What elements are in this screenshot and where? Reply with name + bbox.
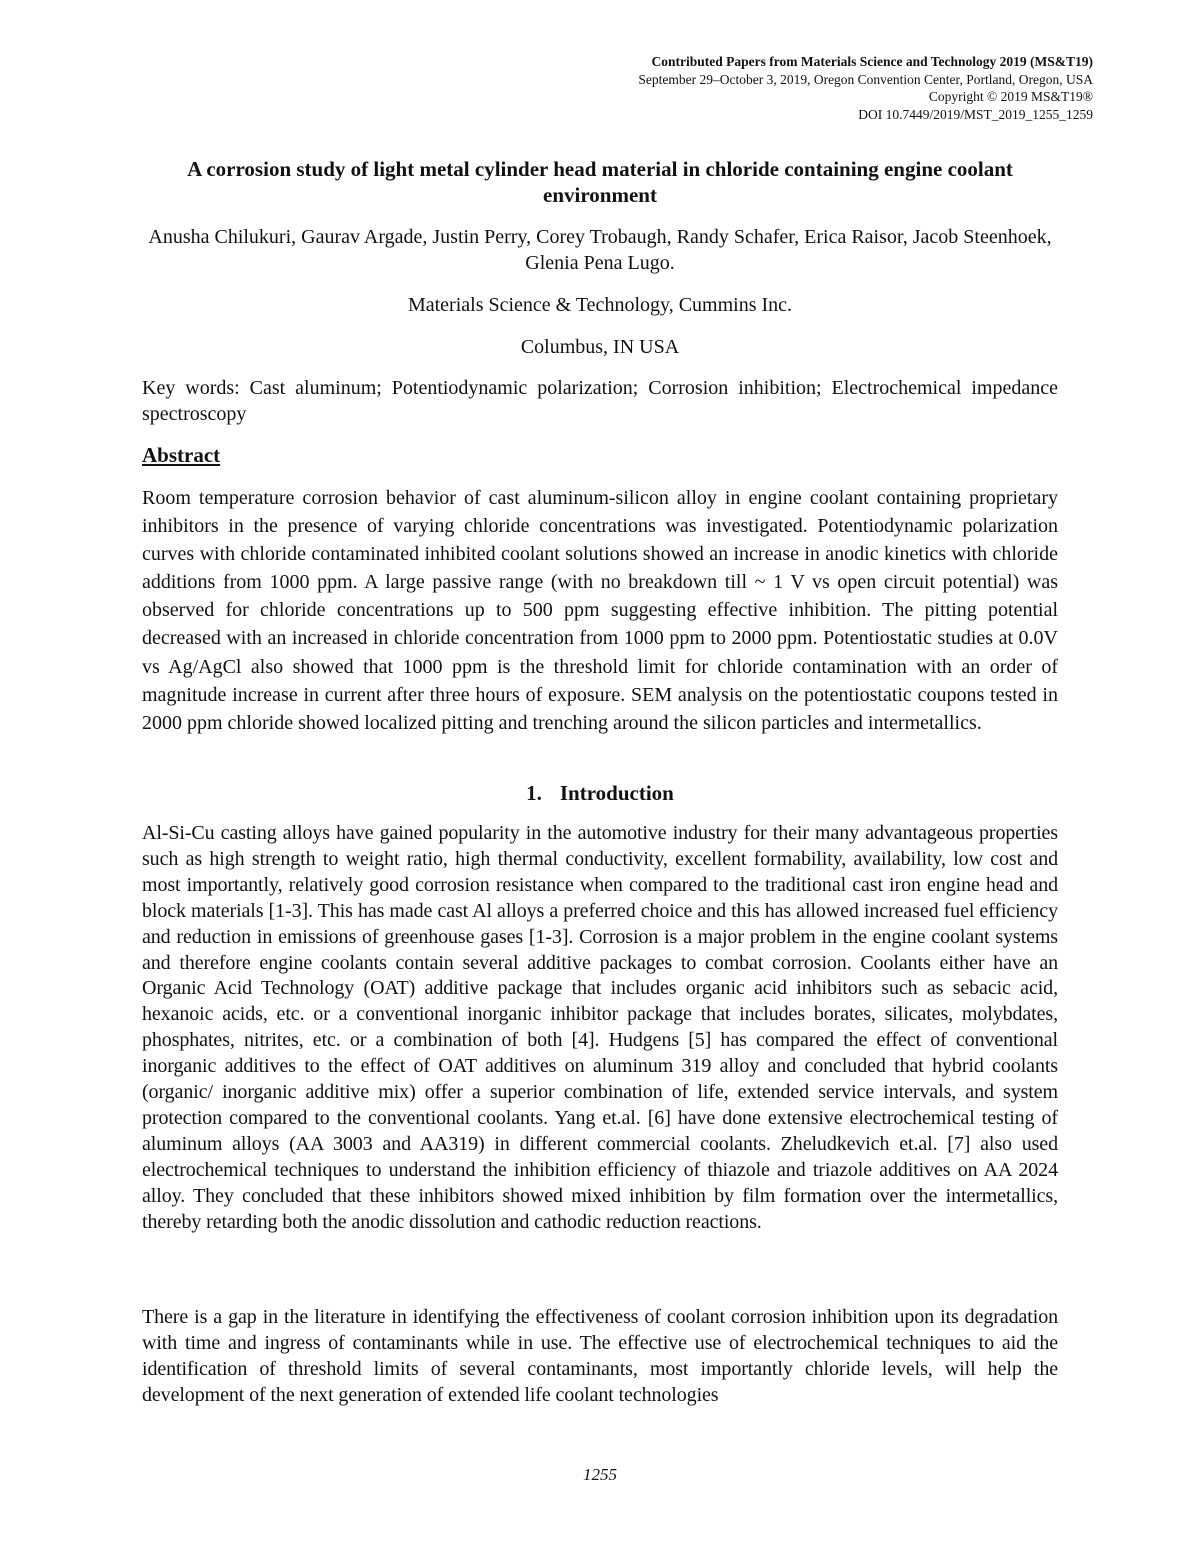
introduction-paragraph-1: Al-Si-Cu casting alloys have gained popularity in the automotive industry for their many advantageous properties such as high strength to weight ratio, high thermal conductivity, excellent formability, availability, low cost and most importantly, relatively good corrosion resistance when compared to the traditional cast iron engine head and block materials [1-3]. This has made cast Al alloys a preferred choice and this has allowed increased fuel efficiency and reduction in emissions of greenhouse gases [1-3]. Corrosion is a major problem in the engine coolant systems and therefore engine coolants contain several additive packages to combat corrosion. Coolants either have an Organic Acid Technology (OAT) additive package that includes organic acid inhibitors such as sebacic acid, hexanoic acids, etc. or a conventional inorganic inhibitor package that includes borates, silicates, molybdates, phosphates, nitrites, etc. or a combination of both [4]. Hudgens [5] has compared the effect of conventional inorganic additives to the effect of OAT additives on aluminum 319 alloy and concluded that hybrid coolants (organic/ inorganic additive mix) offer a superior combination of life, extended service intervals, and system protection compared to the conventional coolants. Yang et.al. [6] have done extensive electrochemical testing of aluminum alloys (AA 3003 and AA319) in different commercial coolants. Zheludkevich et.al. [7] also used electrochemical techniques to understand the inhibition efficiency of thiazole and triazole additives on AA 2024 alloy. They concluded that these inhibitors showed mixed inhibition by film formation over the intermetallics, thereby retarding both the anodic dissolution and cathodic reduction reactions. — [142, 822, 1058, 1233]
paper-title: A corrosion study of light metal cylinder head material in chloride containing engine coolant environment — [187, 157, 1013, 207]
abstract-heading: Abstract — [142, 443, 221, 467]
page-number: 1255 — [583, 1465, 617, 1484]
doi-line: DOI 10.7449/2019/MST_2019_1255_1259 — [858, 106, 1093, 122]
author-list: Anusha Chilukuri, Gaurav Argade, Justin Perry, Corey Trobaugh, Randy Schafer, Erica Raisor, Jacob Steenhoek, Glenia Pena Lugo. — [148, 226, 1052, 274]
copyright-line: Copyright © 2019 MS&T19® — [928, 89, 1093, 104]
introduction-paragraph-2: There is a gap in the literature in identifying the effectiveness of coolant corrosion inhibition upon its degradation with time and ingress of contaminants while in use. The effective use of electrochemical techniques to aid the identification of threshold limits of several contaminants, most importantly chloride levels, will help the development of the next generation of extended life coolant technologies — [142, 1306, 1058, 1406]
conference-header — [638, 53, 1093, 123]
conference-dates-venue: September 29–October 3, 2019, Oregon Convention Center, Portland, Oregon, USA — [638, 71, 1093, 87]
keywords: Key words: Cast aluminum; Potentiodynamic polarization; Corrosion inhibition; Electrochemical impedance spectroscopy — [142, 377, 1058, 425]
section-heading-introduction — [142, 780, 1058, 806]
abstract-text: Room temperature corrosion behavior of cast aluminum-silicon alloy in engine coolant containing proprietary inhibitors in the presence of varying chloride concentrations was investigated. Potentiodynamic polarization curves with chloride contaminated inhibited coolant solutions showed an increase in anodic kinetics with chloride additions from 1000 ppm. A large passive range (with no breakdown till ~ 1 V vs open circuit potential) was observed for chloride concentrations up to 500 ppm suggesting effective inhibition. The pitting potential decreased with an increased in chloride concentration from 1000 ppm to 2000 ppm. Potentiostatic studies at 0.0V vs Ag/AgCl also showed that 1000 ppm is the threshold limit for chloride contamination with an order of magnitude increase in current after three hours of exposure. SEM analysis on the potentiostatic coupons tested in 2000 ppm chloride showed localized pitting and trenching around the silicon particles and intermetallics. — [142, 487, 1058, 734]
section-number: 1. — [526, 781, 542, 805]
section-title: Introduction — [559, 781, 674, 805]
affiliation: Materials Science & Technology, Cummins Inc. — [407, 294, 793, 316]
conference-name: Contributed Papers from Materials Science and Technology 2019 (MS&T19) — [651, 54, 1093, 69]
location: Columbus, IN USA — [520, 336, 680, 358]
